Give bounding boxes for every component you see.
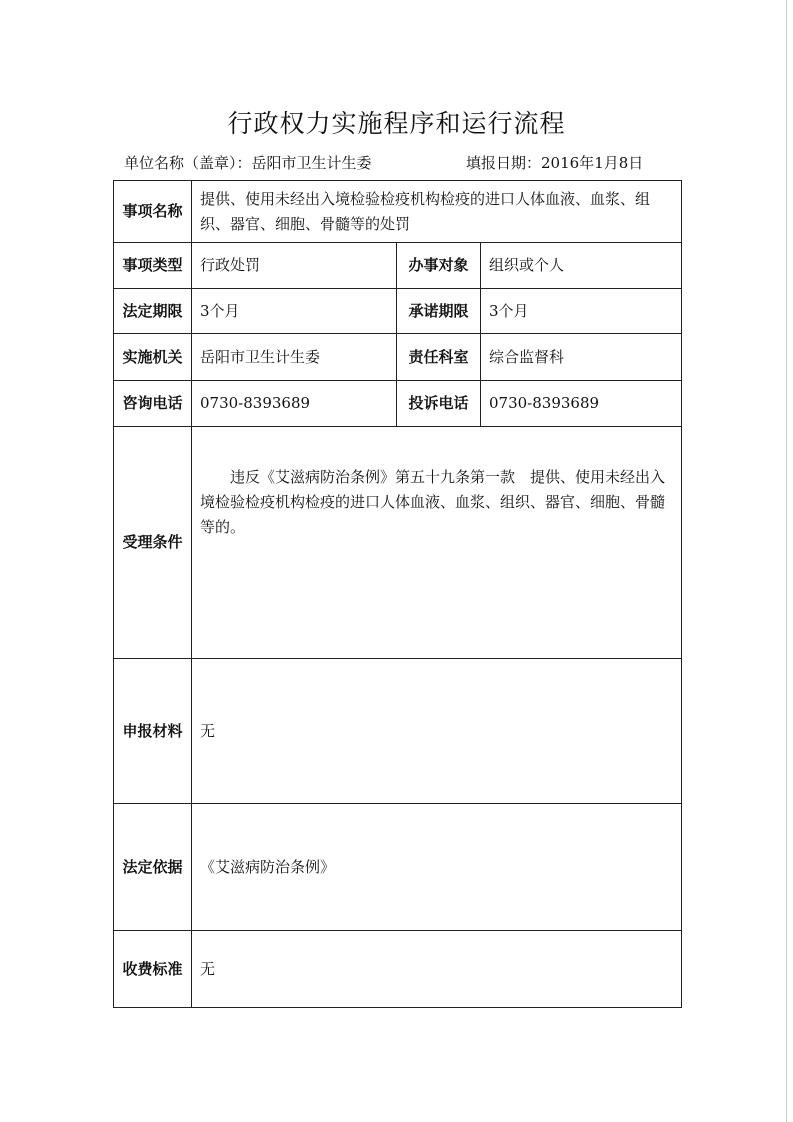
department-value: 综合监督科 — [481, 334, 682, 381]
procedure-form-table — [113, 180, 682, 1008]
row-phones — [114, 381, 682, 427]
legal-basis-label: 法定依据 — [114, 804, 192, 931]
item-type-label: 事项类型 — [114, 243, 192, 289]
item-name-value: 提供、使用未经出入境检验检疫机构检疫的进口人体血液、血浆、组织、器官、细胞、骨髓等的处罚 — [192, 181, 682, 243]
agency-label: 实施机关 — [114, 334, 192, 381]
unit-label: 单位名称（盖章）： — [124, 154, 252, 172]
legal-period-label: 法定期限 — [114, 289, 192, 334]
target-value: 组织或个人 — [481, 243, 682, 289]
page-title: 行政权力实施程序和运行流程 — [227, 109, 566, 138]
complaint-phone-value: 0730-8393689 — [481, 381, 682, 427]
conditions-label: 受理条件 — [114, 427, 192, 659]
row-fee — [114, 931, 682, 1008]
row-type-target — [114, 243, 682, 289]
row-periods — [114, 289, 682, 334]
date-line — [466, 152, 643, 173]
complaint-phone-label: 投诉电话 — [397, 381, 481, 427]
conditions-value: 违反《艾滋病防治条例》第五十九条第一款 提供、使用未经出入境检验检疫机构检疫的进口人体血液、血浆、组织、器官、细胞、骨髓等的。 — [200, 468, 666, 536]
date-value: 2016年1月8日 — [541, 154, 644, 172]
unit-value: 岳阳市卫生计生委 — [251, 154, 372, 172]
date-label: 填报日期： — [466, 154, 542, 172]
row-conditions — [114, 427, 682, 659]
item-type-value: 行政处罚 — [192, 243, 397, 289]
promised-period-label: 承诺期限 — [397, 289, 481, 334]
target-label: 办事对象 — [397, 243, 481, 289]
consult-phone-value: 0730-8393689 — [192, 381, 397, 427]
unit-line — [124, 152, 372, 173]
page-edge — [786, 0, 787, 1122]
legal-period-value: 3个月 — [192, 289, 397, 334]
conditions-cell — [192, 427, 682, 659]
consult-phone-label: 咨询电话 — [114, 381, 192, 427]
fee-value: 无 — [192, 931, 682, 1008]
legal-basis-value: 《艾滋病防治条例》 — [192, 804, 682, 931]
row-agency — [114, 334, 682, 381]
materials-label: 申报材料 — [114, 659, 192, 804]
row-item-name — [114, 181, 682, 243]
item-name-label: 事项名称 — [114, 181, 192, 243]
fee-label: 收费标准 — [114, 931, 192, 1008]
materials-value: 无 — [192, 659, 682, 804]
promised-period-value: 3个月 — [481, 289, 682, 334]
agency-value: 岳阳市卫生计生委 — [192, 334, 397, 381]
department-label: 责任科室 — [397, 334, 481, 381]
row-materials — [114, 659, 682, 804]
row-legal-basis — [114, 804, 682, 931]
